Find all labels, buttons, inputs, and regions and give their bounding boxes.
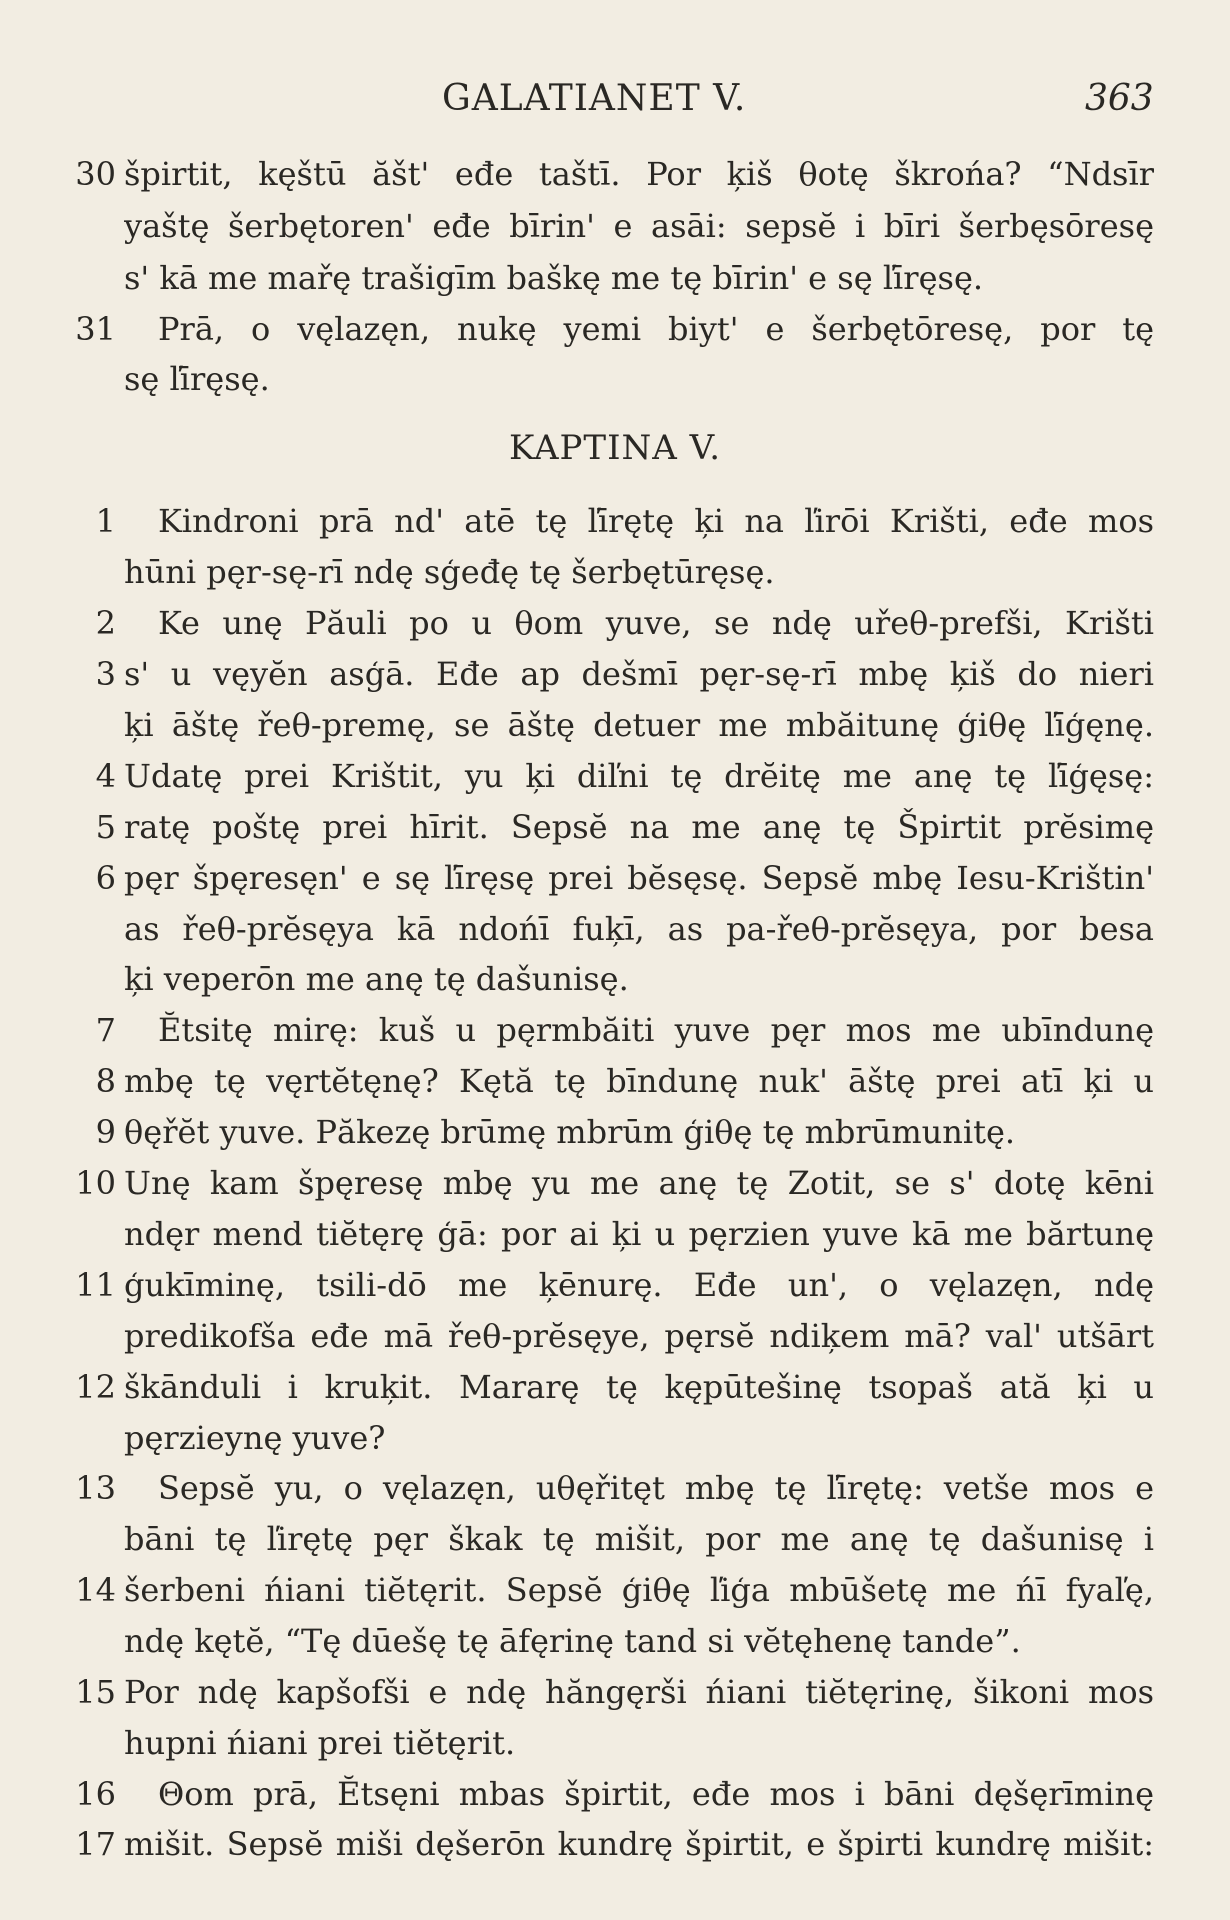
line-text: ģukīminę, tsili-dō me ķēnurę. Eđe un', o vęlazęn, ndę (124, 1266, 1154, 1304)
verse-number: 14 (75, 1571, 116, 1609)
text-line (0, 1108, 1230, 1156)
text-line (0, 1210, 1230, 1258)
verse-number: 16 (75, 1775, 116, 1813)
text-line (0, 1719, 1230, 1767)
verse-number: 5 (95, 808, 116, 846)
line-text: mišit. Sepsĕ miši dęšerōn kundrę špirtit, e špirti kundrę mišit: (124, 1825, 1154, 1863)
line-text: hupni ńiani prei tiĕtęrit. (124, 1724, 516, 1762)
text-line (0, 1566, 1230, 1614)
text-line (0, 355, 1230, 403)
text-line (0, 1668, 1230, 1716)
verse-number: 10 (75, 1164, 116, 1202)
text-line (0, 905, 1230, 953)
text-line (0, 548, 1230, 596)
chapter-heading: KAPTINA V. (508, 428, 722, 468)
text-line (0, 1159, 1230, 1207)
text-line (0, 150, 1230, 198)
verse-number: 1 (95, 502, 116, 540)
line-text: Udatę prei Krištit, yu ķi diľni tę drĕitę me anę tę ľīģęsę: (124, 757, 1154, 795)
text-line (0, 1261, 1230, 1309)
text-line (0, 202, 1230, 250)
verse-number: 15 (75, 1673, 116, 1711)
line-text: as řeθ-prĕsęya kā ndońī fuķī, as pa-řeθ-prĕsęya, por besa (124, 910, 1154, 948)
verse-number: 17 (75, 1825, 116, 1863)
text-line (0, 254, 1230, 302)
line-text: Por ndę kapšofši e ndę hăngęrši ńiani tiĕtęrinę, šikoni mos (124, 1673, 1154, 1711)
verse-number: 8 (95, 1062, 116, 1100)
verse-number: 2 (95, 604, 116, 642)
verse-number: 11 (75, 1266, 116, 1304)
line-text: sę ľīręsę. (124, 360, 270, 398)
line-text: θęřĕt yuve. Păkezę brūmę mbrūm ģiθę tę mbrūmunitę. (124, 1113, 1016, 1151)
line-text: Unę kam špęresę mbę yu me anę tę Zotit, se s' dotę kēni (124, 1164, 1154, 1202)
line-text: špirtit, kęštū ăšt' eđe taštī. Por ķiš θotę škrońa? “Ndsīr (124, 155, 1154, 193)
text-line (0, 1515, 1230, 1563)
text-line (0, 650, 1230, 698)
text-line (0, 1363, 1230, 1411)
verse-number: 12 (75, 1368, 116, 1406)
line-text: ratę poštę prei hīrit. Sepsĕ na me anę tę Špirtit prĕsimę (124, 808, 1154, 846)
running-head (0, 78, 1230, 118)
line-text: Ĕtsitę mirę: kuš u pęrmbăiti yuve pęr mos me ubīndunę (158, 1011, 1154, 1049)
line-text: ķi veperōn me anę tę dašunisę. (124, 960, 629, 998)
verse-number: 4 (95, 757, 116, 795)
running-head-title: GALATIANET V. (442, 78, 747, 119)
text-line (0, 1057, 1230, 1105)
text-line (0, 305, 1230, 353)
text-line (0, 1770, 1230, 1818)
verse-number: 31 (75, 310, 116, 348)
line-text: škānduli i kruķit. Mararę tę kępūtešinę tsopaš ată ķi u (124, 1368, 1154, 1406)
line-text: Sepsĕ yu, o vęlazęn, uθęřitęt mbę tę ľīrętę: vetše mos e (158, 1469, 1154, 1507)
line-text: pęrzieynę yuve? (124, 1419, 386, 1457)
verse-number: 9 (95, 1113, 116, 1151)
line-text: ndęr mend tiĕtęrę ģā: por ai ķi u pęrzien yuve kā me bărtunę (124, 1215, 1154, 1253)
line-text: ķi āštę řeθ-premę, se āštę detuer me mbăitunę ģiθę ľīģęnę. (124, 706, 1154, 744)
verse-number: 13 (75, 1469, 116, 1507)
verse-number: 7 (95, 1011, 116, 1049)
verse-number: 30 (75, 155, 116, 193)
line-text: bāni tę ľirętę pęr škak tę mišit, por me anę tę dašunisę i (124, 1520, 1154, 1558)
text-line (0, 1312, 1230, 1360)
text-line (0, 803, 1230, 851)
line-text: s' kā me mařę trašigīm baškę me tę bīrin' e sę ľīręsę. (124, 259, 984, 297)
text-line (0, 1006, 1230, 1054)
page-number: 363 (1085, 78, 1154, 119)
text-line (0, 599, 1230, 647)
line-text: hūni pęr-sę-rī ndę sģeđę tę šerbętūręsę. (124, 553, 775, 591)
line-text: ndę kętĕ, “Tę dūešę tę āfęrinę tand si vĕtęhenę tande”. (124, 1622, 1021, 1660)
text-line (0, 1464, 1230, 1512)
line-text: pęr špęresęn' e sę ľīręsę prei bĕsęsę. Sepsĕ mbę Iesu-Krištin' (124, 859, 1154, 897)
verse-number: 3 (95, 655, 116, 693)
line-text: Prā, o vęlazęn, nukę yemi biyt' e šerbętōresę, por tę (158, 310, 1154, 348)
text-line (0, 1820, 1230, 1868)
line-text: Kindroni prā nd' atē tę ľīrętę ķi na ľirōi Krišti, eđe mos (158, 502, 1154, 540)
text-line (0, 854, 1230, 902)
text-line (0, 1414, 1230, 1462)
line-text: s' u vęyĕn asģā. Eđe ap dešmī pęr-sę-rī mbę ķiš do nieri (124, 655, 1154, 693)
text-line (0, 1617, 1230, 1665)
text-line (0, 497, 1230, 545)
text-line (0, 701, 1230, 749)
line-text: šerbeni ńiani tiĕtęrit. Sepsĕ ģiθę ľiģa mbūšetę me ńī fyaľę, (124, 1571, 1154, 1609)
line-text: mbę tę vęrtĕtęnę? Kętă tę bīndunę nuk' āštę prei atī ķi u (124, 1062, 1154, 1100)
line-text: Ke unę Păuli po u θom yuve, se ndę uřeθ-prefši, Krišti (158, 604, 1154, 642)
line-text: yaštę šerbętoren' eđe bīrin' e asāi: sepsĕ i bīri šerbęsōresę (124, 207, 1154, 245)
text-line (0, 752, 1230, 800)
line-text: predikofša eđe mā řeθ-prĕsęye, pęrsĕ ndiķem mā? val' utšārt (124, 1317, 1154, 1355)
text-line (0, 955, 1230, 1003)
verse-number: 6 (95, 859, 116, 897)
line-text: Θom prā, Ĕtsęni mbas špirtit, eđe mos i bāni dęšęrīminę (158, 1775, 1154, 1813)
